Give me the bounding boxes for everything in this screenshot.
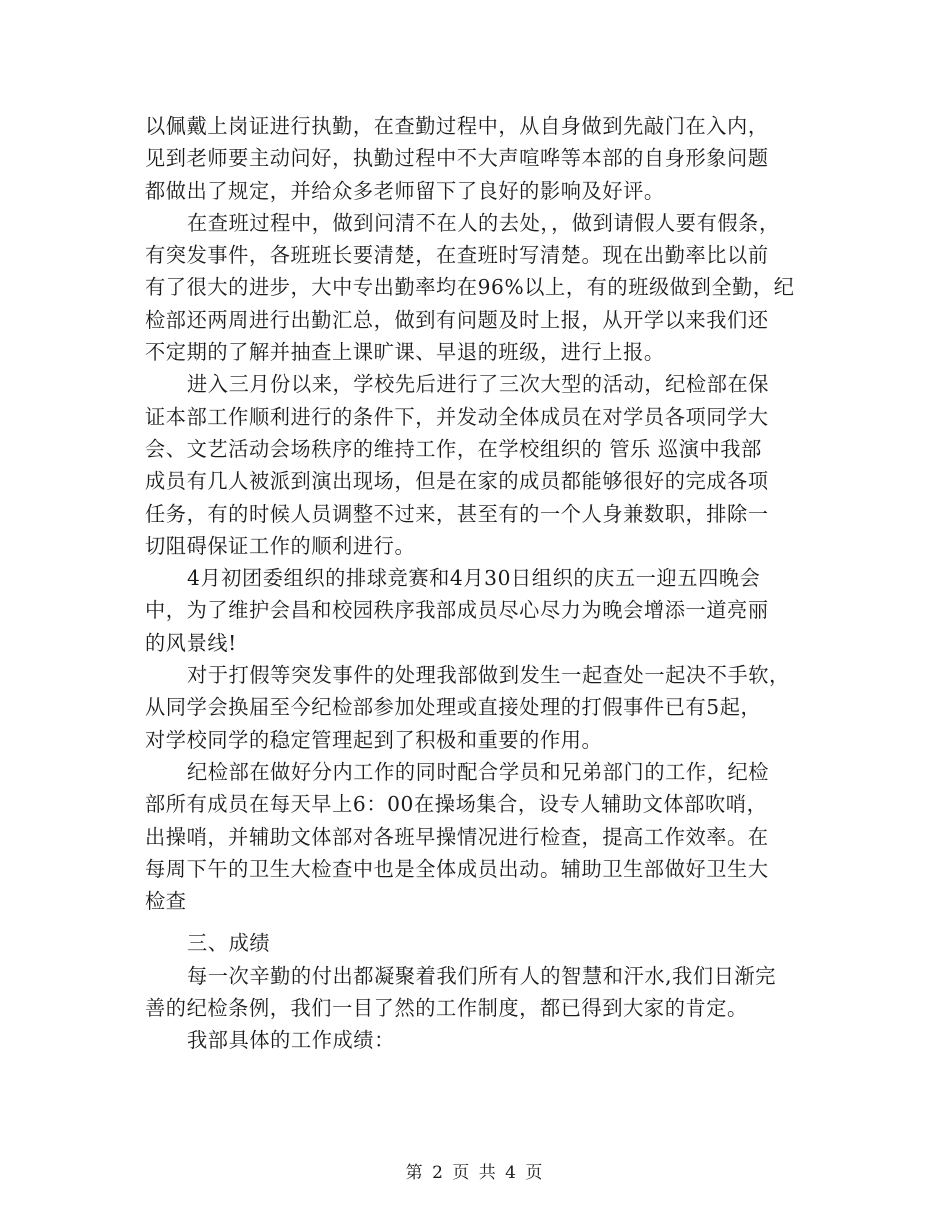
paragraph [145,368,810,562]
text-line: 检部还两周进行出勤汇总，做到有问题及时上报，从开学以来我们还 [145,307,769,332]
text-line: 每一次辛勤的付出都凝聚着我们所有人的智慧和汗水,我们日渐完 [187,963,777,988]
text-line: 会、文艺活动会场秩序的维持工作，在学校组织的 管乐 巡演中我部 [145,436,762,461]
paragraph [145,1024,810,1056]
page-number-footer: 第 2 页 共 4 页 [405,1163,545,1183]
text-line: 对学校同学的稳定管理起到了积极和重要的作用。 [145,727,603,752]
text-line: 中，为了维护会昌和校园秩序我部成员尽心尽力为晚会增添一道亮丽 [145,598,769,623]
text-line: 见到老师要主动问好，执勤过程中不大声喧哗等本部的自身形象问题 [145,146,769,171]
text-line: 成员有几人被派到演出现场，但是在家的成员都能够很好的完成各项 [145,469,769,494]
text-line: 不定期的了解并抽查上课旷课、早退的班级，进行上报。 [145,340,665,365]
paragraph [145,659,810,756]
text-line: 检查 [145,889,187,914]
text-line: 都做出了规定，并给众多老师留下了良好的影响及好评。 [145,178,665,203]
paragraph-gap [145,917,810,927]
text-line: 对于打假等突发事件的处理我部做到发生一起查处一起决不手软， [187,663,790,688]
text-line: 出操哨，并辅助文体部对各班早操情况进行检查，提高工作效率。在 [145,824,769,849]
paragraph [145,562,810,659]
heading-text: 三、成绩 [187,931,271,956]
text-line: 切阻碍保证工作的顺利进行。 [145,533,416,558]
text-line: 从同学会换届至今纪检部参加处理或直接处理的打假事件已有5起， [145,695,762,720]
paragraph [145,756,810,917]
section-heading [145,927,810,959]
text-line: 纪检部在做好分内工作的同时配合学员和兄弟部门的工作，纪检 [187,759,770,784]
text-line: 有了很大的进步，大中专出勤率均在96%以上，有的班级做到全勤，纪 [145,275,795,300]
text-line: 以佩戴上岗证进行执勤，在查勤过程中，从自身做到先敲门在入内， [145,114,769,138]
paragraph [145,110,810,207]
text-line: 的风景线! [145,630,237,655]
text-line: 在查班过程中，做到问清不在人的去处，，做到请假人要有假条， [187,210,780,235]
paragraph [145,207,810,368]
text-line: 部所有成员在每天早上6：00在操场集合，设专人辅助文体部吹哨， [145,792,768,817]
text-line: 证本部工作顺利进行的条件下，并发动全体成员在对学员各项同学大 [145,404,769,429]
text-line: 我部具体的工作成绩： [187,1028,395,1053]
text-line: 4月初团委组织的排球竞赛和4月30日组织的庆五一迎五四晚会 [187,566,761,591]
text-line: 任务，有的时候人员调整不过来，甚至有的一个人身兼数职，排除一 [145,501,769,526]
text-line: 进入三月份以来，学校先后进行了三次大型的活动，纪检部在保 [187,372,770,397]
text-line: 善的纪检条例，我们一目了然的工作制度，都已得到大家的肯定。 [145,996,748,1021]
text-line: 每周下午的卫生大检查中也是全体成员出动。辅助卫生部做好卫生大 [145,856,769,881]
paragraph [145,960,810,1025]
text-line: 有突发事件，各班班长要清楚，在查班时写清楚。现在出勤率比以前 [145,243,769,268]
document-body [145,110,810,1057]
